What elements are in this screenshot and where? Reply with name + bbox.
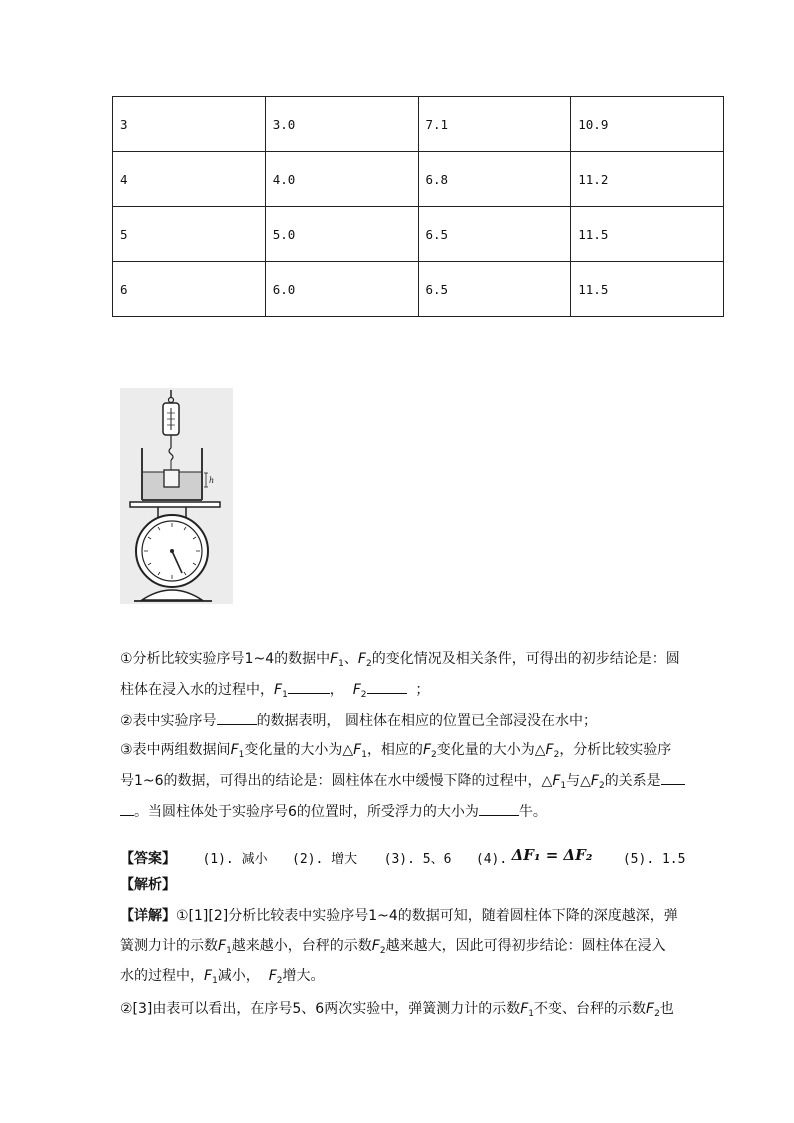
answer-1: (1). 减小 <box>202 852 268 867</box>
data-table <box>112 96 724 317</box>
answer-line <box>120 845 685 870</box>
question-2: ②表中实验序号 的数据表明， 圆柱体在相应的位置已全部浸没在水中； <box>120 710 597 731</box>
analysis-paragraph-1-line-3: 水的过程中，$F_1$减小， $F_2$增大。 <box>120 968 325 986</box>
table-cell: 6 <box>113 262 266 317</box>
question-3-line-3: 。当圆柱体处于实验序号6的位置时，所受浮力的大小为 牛。 <box>120 801 547 822</box>
table-cell: 10.9 <box>571 97 724 152</box>
answer-label: 【答案】 <box>120 851 176 867</box>
question-3-line-2: 号1~6的数据，可得出的结论是：圆柱体在水中缓慢下降的过程中，$\triangle F_1$与$\triangle F_2$的关系是 <box>120 770 685 796</box>
answer-blank[interactable] <box>288 679 330 694</box>
answer-blank[interactable] <box>120 801 134 816</box>
table-cell: 11.5 <box>571 207 724 262</box>
table-cell: 6.5 <box>418 262 571 317</box>
table-cell: 6.0 <box>265 262 418 317</box>
h-label: h <box>209 476 215 485</box>
question-1-line-1: ①分析比较实验序号1~4的数据中$F_1$、$F_2$的变化情况及相关条件，可得出的初步结论是：圆 <box>120 651 680 669</box>
table-cell: 4 <box>113 152 266 207</box>
table-cell: 11.2 <box>571 152 724 207</box>
answer-blank[interactable] <box>367 679 407 694</box>
table-cell: 4.0 <box>265 152 418 207</box>
table-cell: 3.0 <box>265 97 418 152</box>
analysis-paragraph-2-line-1: ②[3]由表可以看出，在序号5、6两次实验中，弹簧测力计的示数$F_1$不变、台秤的示数$F_2$也 <box>120 1001 674 1019</box>
table-row <box>113 152 724 207</box>
table-cell: 11.5 <box>571 262 724 317</box>
table-cell: 6.5 <box>418 207 571 262</box>
analysis-label: 【解析】 <box>120 877 176 893</box>
answer-4: (4). <box>475 852 508 867</box>
table-row <box>113 97 724 152</box>
table-cell: 5.0 <box>265 207 418 262</box>
table-cell: 6.8 <box>418 152 571 207</box>
analysis-paragraph-1-line-1: 【详解】①[1][2]分析比较表中实验序号1~4的数据可知，随着圆柱体下降的深度越深，弹 <box>120 908 678 924</box>
table-cell: 3 <box>113 97 266 152</box>
answer-4-formula: ΔF₁ = ΔF₂ <box>511 846 593 864</box>
answer-5: (5). 1.5 <box>622 852 686 867</box>
table-row <box>113 207 724 262</box>
answer-2: (2). 增大 <box>292 852 358 867</box>
question-3-line-1: ③表中两组数据间$F_1$变化量的大小为$\triangle F_1$，相应的$F_2$变化量的大小为$\triangle F_2$，分析比较实验序 <box>120 742 672 760</box>
table-row <box>113 262 724 317</box>
answer-3: (3). 5、6 <box>383 852 452 867</box>
question-1-line-2: 柱体在浸入水的过程中，$F_1$ ， $F_2$ ； <box>120 679 429 705</box>
answer-blank[interactable] <box>217 710 257 725</box>
table-cell: 5 <box>113 207 266 262</box>
apparatus-figure <box>120 388 233 604</box>
answer-blank[interactable] <box>479 801 519 816</box>
table-cell: 7.1 <box>418 97 571 152</box>
analysis-paragraph-1-line-2: 簧测力计的示数$F_1$越来越小，台秤的示数$F_2$越来越大，因此可得初步结论：圆柱体在浸入 <box>120 938 666 956</box>
answer-blank[interactable] <box>661 770 685 785</box>
